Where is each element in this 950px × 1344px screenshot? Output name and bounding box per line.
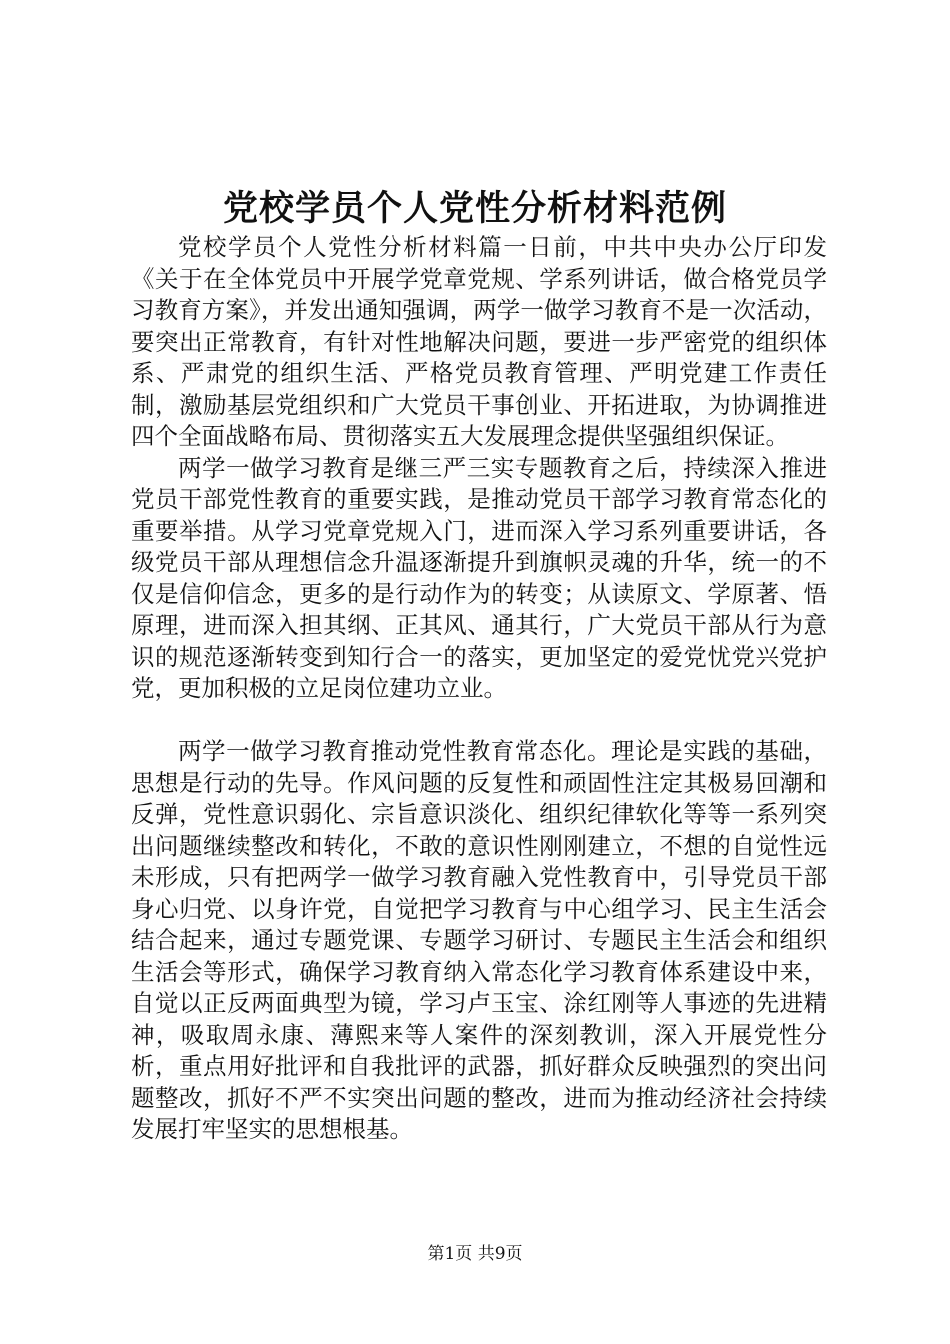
document-body (131, 232, 827, 1146)
paragraph-1: 党校学员个人党性分析材料篇一日前，中共中央办公厅印发《关于在全体党员中开展学党章党规、学系列讲话，做合格党员学习教育方案》，并发出通知强调，两学一做学习教育不是一次活动，要突出正常教育，有针对性地解决问题，要进一步严密党的组织体系、严肃党的组织生活、严格党员教育管理、严明党建工作责任制，激励基层党组织和广大党员干事创业、开拓进取，为协调推进四个全面战略布局、贯彻落实五大发展理念提供坚强组织保证。 (131, 233, 827, 450)
paragraph-spacer (131, 705, 827, 737)
document-title: 党校学员个人党性分析材料范例 (222, 188, 727, 229)
page-number-footer: 第1页 共9页 (427, 1244, 523, 1264)
paragraph-3: 两学一做学习教育推动党性教育常态化。理论是实践的基础，思想是行动的先导。作风问题的反复性和顽固性注定其极易回潮和反弹，党性意识弱化、宗旨意识淡化、组织纪律软化等等一系列突出问题继续整改和转化，不敢的意识性刚刚建立，不想的自觉性远未形成，只有把两学一做学习教育融入党性教育中，引导党员干部身心归党、以身许党，自觉把学习教育与中心组学习、民主生活会结合起来，通过专题党课、专题学习研讨、专题民主生活会和组织生活会等形式，确保学习教育纳入常态化学习教育体系建设中来，自觉以正反两面典型为镜，学习卢玉宝、涂红刚等人事迹的先进精神，吸取周永康、薄熙来等人案件的深刻教训，深入开展党性分析，重点用好批评和自我批评的武器，抓好群众反映强烈的突出问题整改，抓好不严不实突出问题的整改，进而为推动经济社会持续发展打牢坚实的思想根基。 (131, 737, 827, 1143)
paragraph-2: 两学一做学习教育是继三严三实专题教育之后，持续深入推进党员干部党性教育的重要实践，是推动党员干部学习教育常态化的重要举措。从学习党章党规入门，进而深入学习系列重要讲话，各级党员干部从理想信念升温逐渐提升到旗帜灵魂的升华，统一的不仅是信仰信念，更多的是行动作为的转变；从读原文、学原著、悟原理，进而深入担其纲、正其风、通其行，广大党员干部从行为意识的规范逐渐转变到知行合一的落实，更加坚定的爱党忧党兴党护党，更加积极的立足岗位建功立业。 (131, 453, 827, 702)
